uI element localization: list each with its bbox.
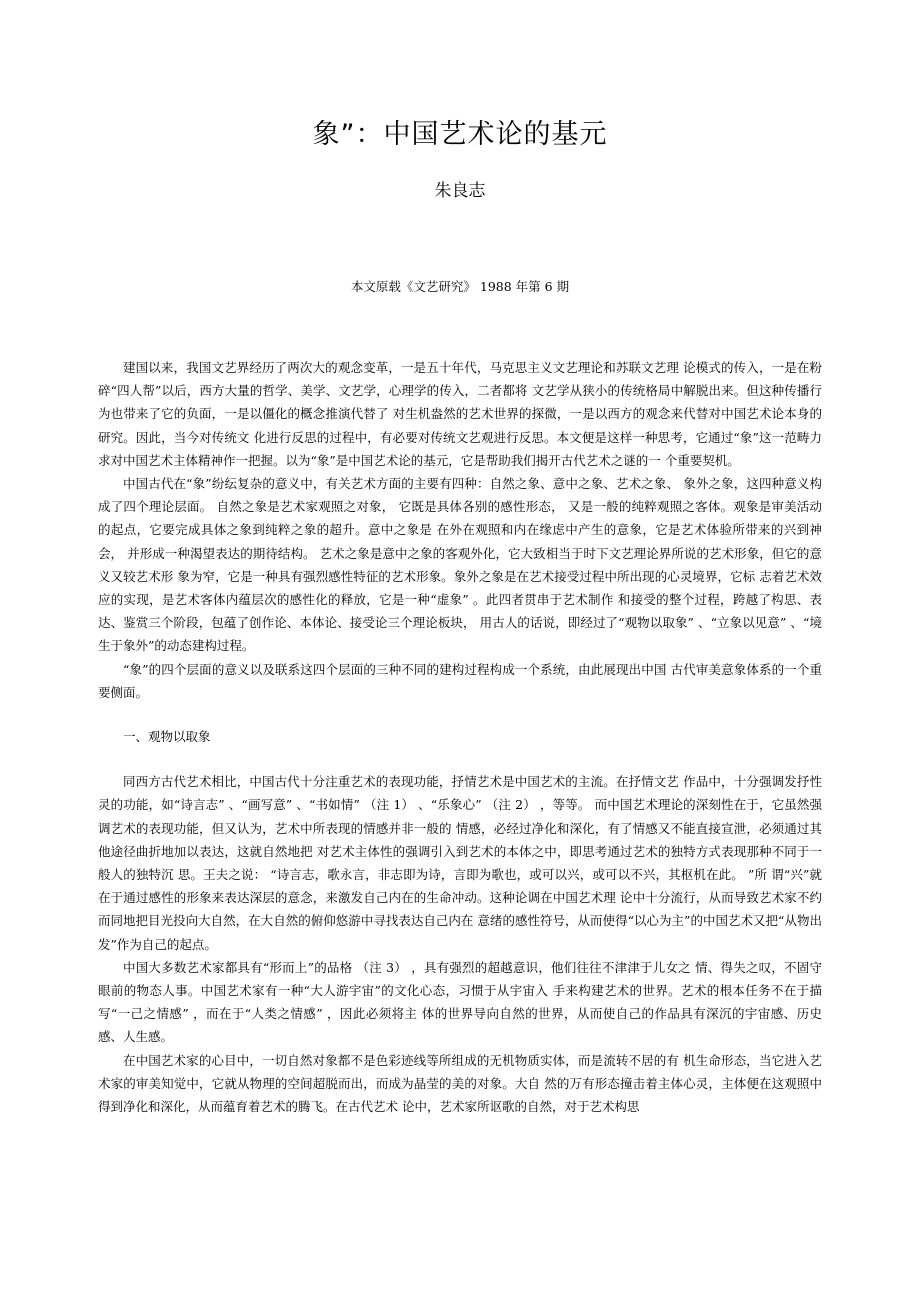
publication-source: 本文原载《文艺研究》 1988 年第 6 期 <box>350 279 570 294</box>
author-name: 朱良志 <box>434 181 486 201</box>
paper-title: 象”：中国艺术论的基元 <box>312 119 608 150</box>
paragraph: 同西方古代艺术相比，中国古代十分注重艺术的表现功能，抒情艺术是中国艺术的主流。在抒情文艺 作品中，十分强调发抒性灵的功能，如“诗言志” 、“画写意” 、“书如情” （注 1） 、“乐象心” （注 2） ，等等。 而中国艺术理论的深刻性在于，它虽然强调艺术的表现功能，但又认为，艺术中所表现的情感并非一般的 情感，必经过净化和深化，有了情感又不能直接宣泄，必须通过其他途径曲折地加以表达，这就自然地把 对艺术主体性的强调引入到艺术的本体之中，即思考通过艺术的独特方式表现那种不同于一般人的独特沉 思。王夫之说： “诗言志，歌永言，非志即为诗，言即为歌也，或可以兴，或可以不兴，其枢机在此。 ”所 谓“兴”就在于通过感性的形象来表达深层的意念，来激发自己内在的生命冲动。这种论调在中国艺术理 论中十分流行，从而导致艺术家不约而同地把目光投向大自然，在大自然的俯仰悠游中寻找表达自己内在 意绪的感性符号，从而使得“以心为主”的中国艺术又把“从物出发”作为自己的起点。 <box>98 774 822 952</box>
paragraph: “象”的四个层面的意义以及联系这四个层面的三种不同的建构过程构成一个系统，由此展现出中国 古代审美意象体系的一个重要侧面。 <box>98 661 822 700</box>
section-heading: 一、观物以取象 <box>123 729 211 745</box>
paragraph: 在中国艺术家的心目中，一切自然对象都不是色彩迹线等所组成的无机物质实体，而是流转不居的有 机生命形态，当它进入艺术家的审美知觉中，它就从物理的空间超脱而出，而成为晶莹的美的对象。大自 然的万有形态撞击着主体心灵，主体便在这观照中得到净化和深化，从而蕴育着艺术的腾飞。在古代艺术 论中，艺术家所讴歌的自然，对于艺术构思 <box>98 1052 822 1115</box>
section-spacer <box>98 748 822 770</box>
section-spacer <box>98 704 822 725</box>
article-body <box>98 356 822 1118</box>
paragraph: 中国古代在“象”纷纭复杂的意义中，有关艺术方面的主要有四种：自然之象、意中之象、艺术之象、 象外之象，这四种意义构成了四个理论层面。 自然之象是艺术家观照之对象， 它既是具体各别的感性形态， 又是一般的纯粹观照之客体。观象是审美活动的起点，它要完成具体之象到纯粹之象的超升。意中之象是 在外在观照和内在缘虑中产生的意象，它是艺术体验所带来的兴到神会， 并形成一种渴望表达的期待结构。 艺术之象是意中之象的客观外化，它大致相当于时下文艺理论界所说的艺术形象，但它的意义又较艺术形 象为窄，它是一种具有强烈感性特征的艺术形象。象外之象是在艺术接受过程中所出现的心灵境界，它标 志着艺术效应的实现，是艺术客体内蕴层次的感性化的释放，它是一种“虚象” 。此四者贯串于艺术制作 和接受的整个过程，跨越了构思、表达、鉴赏三个阶段，包蕴了创作论、本体论、接受论三个理论板块， 用古人的话说，即经过了“观物以取象” 、“立象以见意” 、“境生于象外”的动态建构过程。 <box>98 476 822 654</box>
paragraph: 中国大多数艺术家都具有“形而上”的品格 （注 3） ，具有强烈的超越意识，他们往往不津津于儿女之 情、得失之叹，不固守眼前的物态人事。中国艺术家有一种“大人游宇宙”的文化心态，习惯于从宇宙入 手来构建艺术的世界。艺术的根本任务不在于描写“一己之情感” ，而在于“人类之情感” ，因此必须将主 体的世界导向自然的世界，从而使自己的作品具有深沉的宇宙感、历史感、人生感。 <box>98 959 822 1045</box>
paragraph: 建国以来，我国文艺界经历了两次大的观念变革，一是五十年代，马克思主义文艺理论和苏联文艺理 论模式的传入，一是在粉碎“四人帮”以后，西方大量的哲学、美学、文艺学，心理学的传入，二者都将 文艺学从狭小的传统格局中解脱出来。但这种传播行为也带来了它的负面，一是以僵化的概念推演代替了 对生机盎然的艺术世界的探微，一是以西方的观念来代替对中国艺术论本身的研究。因此，当今对传统文 化进行反思的过程中，有必要对传统文艺观进行反思。本文便是这样一种思考，它通过“象”这一范畴力 求对中国艺术主体精神作一把握。以为“象”是中国艺术论的基元，它是帮助我们揭开古代艺术之谜的一 个重要契机。 <box>98 360 822 468</box>
